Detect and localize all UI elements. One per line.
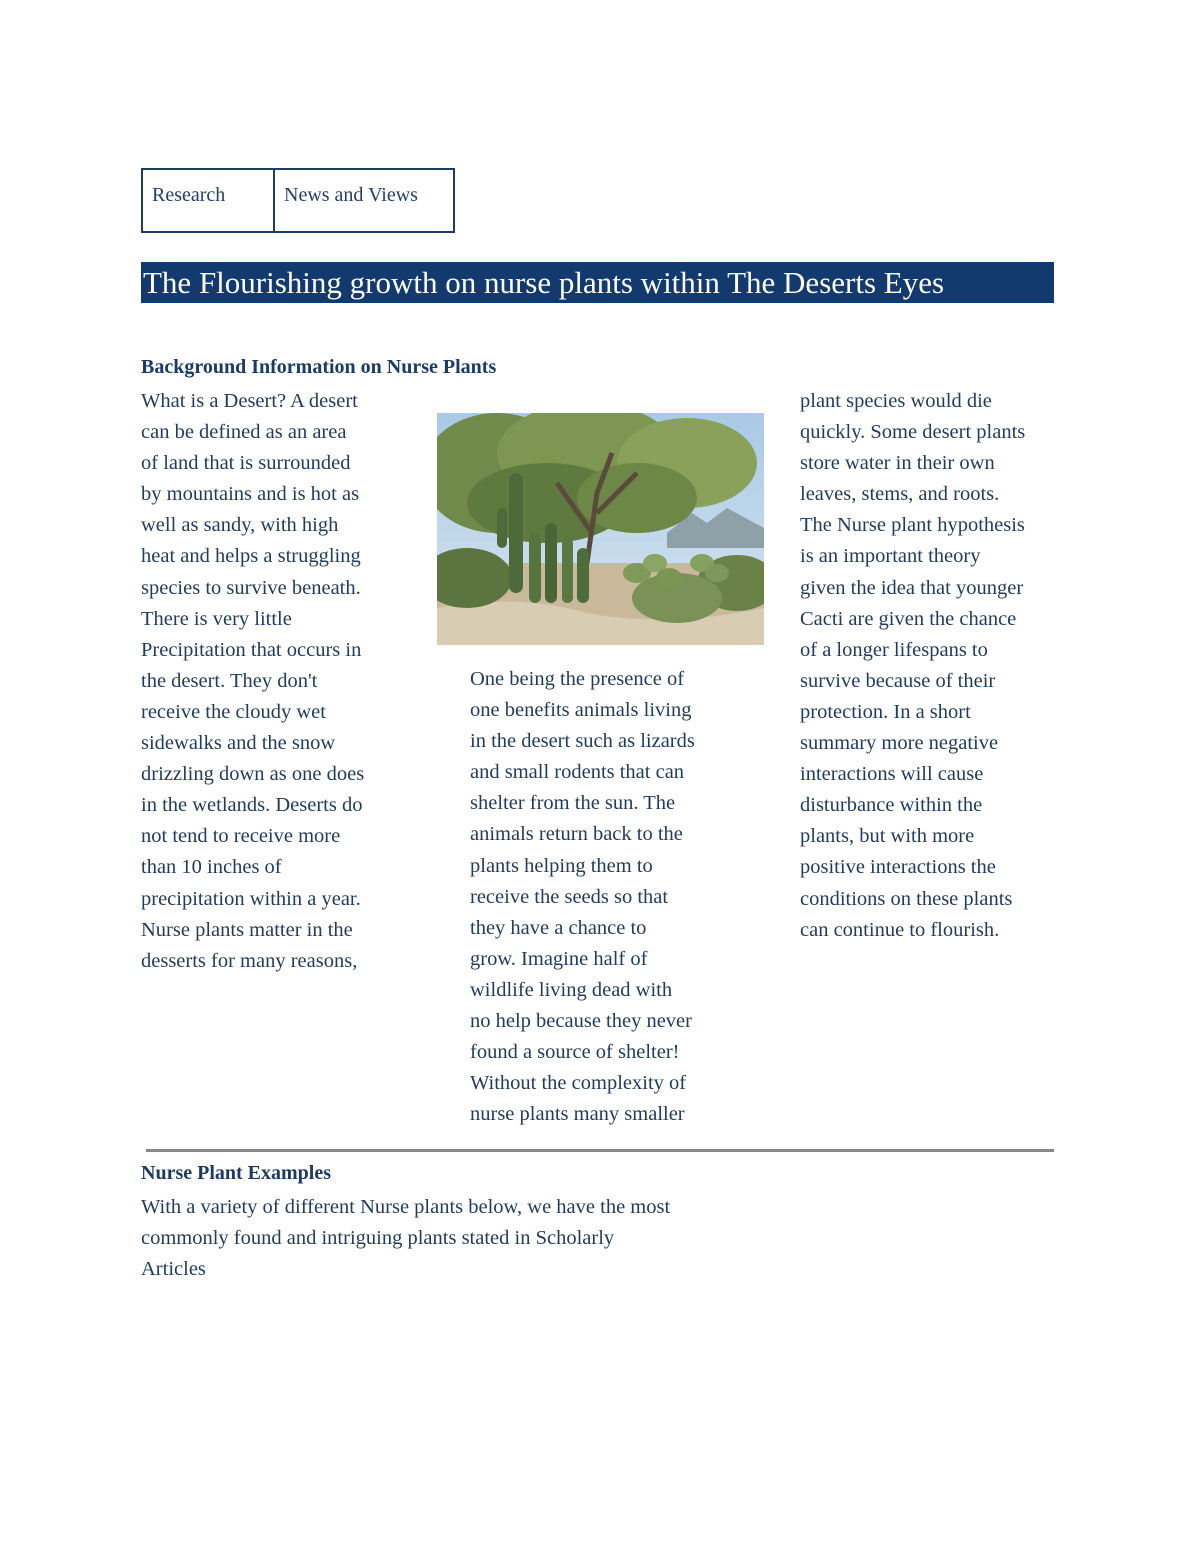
desert-cactus-photo (437, 413, 764, 645)
article-headline: The Flourishing growth on nurse plants within The Deserts Eyes (141, 262, 1054, 303)
examples-heading: Nurse Plant Examples (141, 1162, 331, 1184)
examples-body: With a variety of different Nurse plants below, we have the most commonly found and intriguing plants stated in Scholarly Articles (141, 1196, 671, 1281)
tag-research: Research (143, 170, 275, 231)
article-column-1: What is a Desert? A desert can be defined as an area of land that is surrounded by mountains and is hot as well as sandy, with high heat and helps a struggling species to survive beneath. There is very little Precipitation that occurs in the desert. They don't receive the cloudy wet sidewalks and the snow drizzling down as one does in the wetlands. Deserts do not tend to receive more than 10 inches of precipitation within a year. Nurse plants matter in the desserts for many reasons, (141, 390, 365, 972)
category-tag-table (141, 168, 455, 233)
article-column-2: One being the presence of one benefits animals living in the desert such as lizards and small rodents that can shelter from the sun. The animals return back to the plants helping them to receive the seeds so that they have a chance to grow. Imagine half of wildlife living dead with no help because they never found a source of shelter! Without the complexity of nurse plants many smaller (470, 668, 695, 1126)
article-column-3: plant species would die quickly. Some desert plants store water in their own leaves, stems, and roots. The Nurse plant hypothesis is an important theory given the idea that younger Cacti are given the chance of a longer lifespans to survive because of their protection. In a short summary more negative interactions will cause disturbance within the plants, but with more positive interactions the conditions on these plants can continue to flourish. (800, 390, 1026, 941)
background-heading: Background Information on Nurse Plants (141, 356, 497, 378)
tag-news-and-views: News and Views (284, 184, 418, 206)
section-divider (146, 1149, 1054, 1152)
